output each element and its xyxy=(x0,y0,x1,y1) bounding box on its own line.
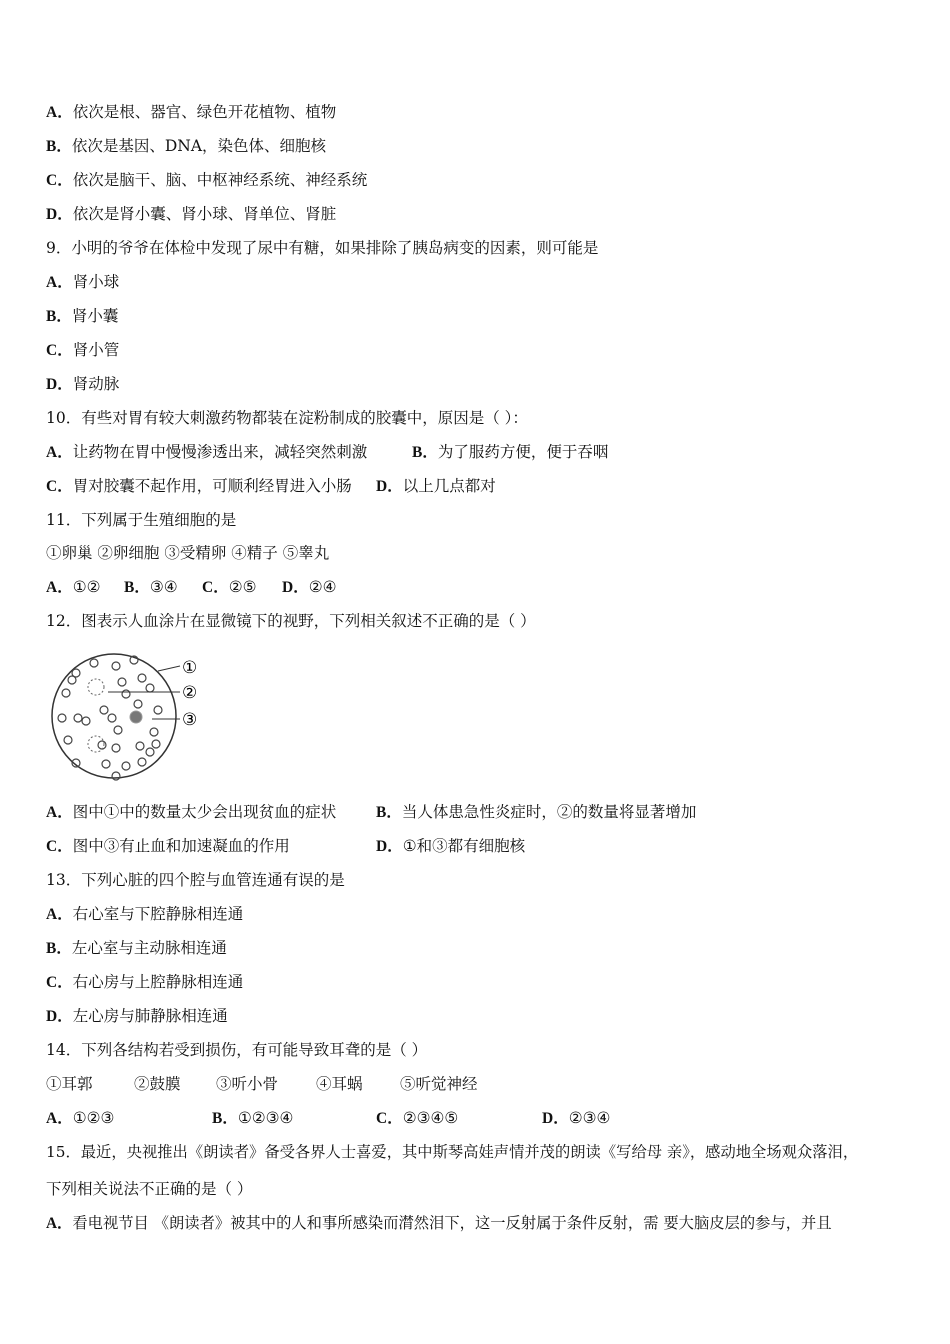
option-text: 肾小球 xyxy=(72,273,120,291)
q11-option-b xyxy=(124,577,178,598)
option-text: 右心室与下腔静脉相连通 xyxy=(72,905,244,923)
option-label: D． xyxy=(46,206,73,223)
option-text: ①② xyxy=(72,578,101,596)
option-label: D． xyxy=(46,1008,73,1025)
option-label: B． xyxy=(46,308,72,325)
option-label: B． xyxy=(124,579,150,596)
option-label: C． xyxy=(376,1110,403,1127)
option-label: D． xyxy=(542,1110,569,1127)
q15-option-a xyxy=(46,1213,832,1234)
option-label: C． xyxy=(46,838,73,855)
q14-option-c xyxy=(376,1108,458,1129)
option-text: ②⑤ xyxy=(228,578,257,596)
option-text: 看电视节目 《朗读者》被其中的人和事所感染而潸然泪下，这一反射属于条件反射，需 要大脑皮层的参与，并且 xyxy=(72,1214,832,1232)
option-text: ②③④ xyxy=(568,1109,611,1127)
q10-option-b xyxy=(412,442,608,463)
option-label: A． xyxy=(46,1215,73,1232)
q15-stem-line2: 下列相关说法不正确的是（ ） xyxy=(46,1180,253,1198)
q14-option-b xyxy=(212,1108,293,1129)
option-label: A． xyxy=(46,804,73,821)
option-label: C． xyxy=(202,579,229,596)
q11-stem: 11．下列属于生殖细胞的是 xyxy=(46,511,237,529)
q10-option-c xyxy=(46,476,352,497)
option-text: 左心室与主动脉相连通 xyxy=(71,939,227,957)
blood-smear-figure xyxy=(46,648,216,783)
option-text: 以上几点都对 xyxy=(402,477,496,495)
q13-option-b xyxy=(46,938,227,959)
option-text: 当人体患急性炎症时，②的数量将显著增加 xyxy=(401,803,697,821)
q11-option-d xyxy=(282,577,337,598)
option-label: D． xyxy=(46,376,73,393)
q10-option-a xyxy=(46,442,367,463)
option-text: 肾小囊 xyxy=(71,307,119,325)
q11-option-a xyxy=(46,577,101,598)
q14-item: ④耳蜗 xyxy=(316,1075,363,1093)
option-label: A． xyxy=(46,906,73,923)
q14-item: ③听小骨 xyxy=(216,1075,279,1093)
q9-option-a xyxy=(46,272,119,293)
option-text: 肾动脉 xyxy=(72,375,120,393)
q14-option-a xyxy=(46,1108,114,1129)
q9-stem: 9．小明的爷爷在体检中发现了尿中有糖，如果排除了胰岛病变的因素，则可能是 xyxy=(46,239,599,257)
option-text: ①和③都有细胞核 xyxy=(402,837,526,855)
figure-label-2: ② xyxy=(182,683,198,703)
q10-stem: 10．有些对胃有较大刺激药物都装在淀粉制成的胶囊中，原因是（ ）： xyxy=(46,409,528,427)
q11-items: ①卵巢 ②卵细胞 ③受精卵 ④精子 ⑤睾丸 xyxy=(46,544,330,562)
q14-option-d xyxy=(542,1108,610,1129)
option-text: 图中③有止血和加速凝血的作用 xyxy=(72,837,290,855)
q8-option-a xyxy=(46,102,336,123)
option-label: C． xyxy=(46,478,73,495)
option-text: ①②③④ xyxy=(237,1109,294,1127)
red-blood-cells xyxy=(58,656,162,780)
option-label: C． xyxy=(46,342,73,359)
q14-item: ①耳郭 xyxy=(46,1075,93,1093)
q8-option-d xyxy=(46,204,336,225)
option-label: B． xyxy=(412,444,438,461)
q14-item: ②鼓膜 xyxy=(134,1075,181,1093)
option-label: D． xyxy=(376,838,403,855)
option-label: B． xyxy=(212,1110,238,1127)
white-blood-cell xyxy=(88,679,104,695)
q11-option-c xyxy=(202,577,257,598)
q9-option-d xyxy=(46,374,119,395)
option-label: C． xyxy=(46,172,73,189)
option-text: 图中①中的数量太少会出现贫血的症状 xyxy=(72,803,337,821)
q15-stem-line1: 15．最近，央视推出《朗读者》备受各界人士喜爱，其中斯琴高娃声情并茂的朗读《写给母 亲》，感动地全场观众落泪， xyxy=(46,1143,859,1161)
q9-option-c xyxy=(46,340,119,361)
q8-option-c xyxy=(46,170,367,191)
option-text: 依次是肾小囊、肾小球、肾单位、肾脏 xyxy=(72,205,337,223)
q12-option-c xyxy=(46,836,290,857)
option-text: 肾小管 xyxy=(72,341,120,359)
option-text: 依次是根、器官、绿色开花植物、植物 xyxy=(72,103,337,121)
option-label: A． xyxy=(46,579,73,596)
option-label: D． xyxy=(282,579,309,596)
q13-option-c xyxy=(46,972,243,993)
q13-option-a xyxy=(46,904,243,925)
option-text: 为了服药方便，便于吞咽 xyxy=(437,443,609,461)
option-label: A． xyxy=(46,444,73,461)
q13-option-d xyxy=(46,1006,228,1027)
option-label: A． xyxy=(46,1110,73,1127)
option-text: 左心房与肺静脉相连通 xyxy=(72,1007,228,1025)
option-label: B． xyxy=(46,940,72,957)
q12-option-d xyxy=(376,836,525,857)
q13-stem: 13．下列心脏的四个腔与血管连通有误的是 xyxy=(46,871,345,889)
q12-option-a xyxy=(46,802,336,823)
option-text: 依次是脑干、脑、中枢神经系统、神经系统 xyxy=(72,171,368,189)
q8-option-b xyxy=(46,136,326,157)
q9-option-b xyxy=(46,306,118,327)
option-text: ②④ xyxy=(308,578,337,596)
q12-stem: 12．图表示人血涂片在显微镜下的视野，下列相关叙述不正确的是（ ） xyxy=(46,612,536,630)
q12-option-b xyxy=(376,802,696,823)
q14-stem: 14．下列各结构若受到损伤，有可能导致耳聋的是（ ） xyxy=(46,1041,428,1059)
option-label: B． xyxy=(376,804,402,821)
option-text: ③④ xyxy=(149,578,178,596)
option-text: 胃对胶囊不起作用，可顺利经胃进入小肠 xyxy=(72,477,352,495)
figure-label-1: ① xyxy=(182,658,198,678)
option-text: 让药物在胃中慢慢渗透出来，减轻突然刺激 xyxy=(72,443,368,461)
option-text: 依次是基因、DNA，染色体、细胞核 xyxy=(71,137,327,155)
option-text: ①②③ xyxy=(72,1109,115,1127)
white-blood-cell xyxy=(88,736,104,752)
option-label: D． xyxy=(376,478,403,495)
platelet xyxy=(130,711,142,723)
option-text: 右心房与上腔静脉相连通 xyxy=(72,973,244,991)
option-text: ②③④⑤ xyxy=(402,1109,459,1127)
figure-label-3: ③ xyxy=(182,710,198,730)
q10-option-d xyxy=(376,476,496,497)
option-label: B． xyxy=(46,138,72,155)
option-label: C． xyxy=(46,974,73,991)
option-label: A． xyxy=(46,104,73,121)
q14-item: ⑤听觉神经 xyxy=(400,1075,478,1093)
option-label: A． xyxy=(46,274,73,291)
